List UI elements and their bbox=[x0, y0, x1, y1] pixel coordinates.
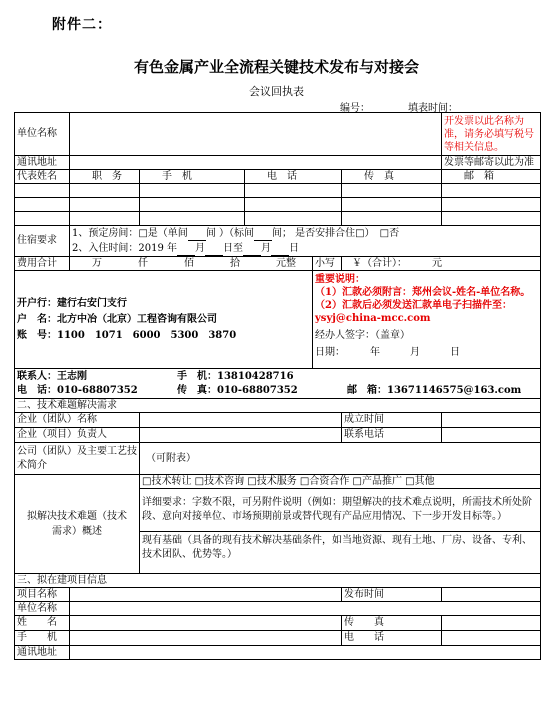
fee-small-field[interactable]: ￥（合计）： 元 bbox=[342, 257, 541, 271]
address-field[interactable] bbox=[70, 156, 442, 170]
cooperation-options[interactable]: □技术转让 □技术咨询 □技术服务 □合资合作 □产品推广 □其他 bbox=[140, 475, 541, 489]
handler-signature[interactable]: 经办人签字：（盖章） bbox=[315, 330, 410, 341]
fee-total-label: 费用合计 bbox=[15, 257, 70, 271]
project-phone-field[interactable] bbox=[442, 631, 541, 646]
notice-remark: （1）汇款必须附言：郑州会议-姓名-单位名称。 bbox=[315, 287, 531, 298]
contact-info bbox=[15, 369, 541, 399]
org-name-label: 单位名称 bbox=[15, 113, 70, 156]
bank-info bbox=[15, 271, 313, 369]
contact-mobile: 手 机：13810428716 bbox=[177, 370, 294, 382]
established-field[interactable] bbox=[442, 413, 541, 428]
project-fax-label: 传 真 bbox=[342, 616, 442, 631]
project-name-field[interactable] bbox=[70, 588, 342, 602]
day-to-label: 日至 bbox=[223, 243, 243, 254]
lodging-label: 住宿要求 bbox=[15, 226, 70, 257]
fee-unit-bai: 佰 bbox=[184, 257, 194, 269]
month-label: 月 bbox=[195, 243, 205, 254]
lodging-standard-text: 间 ）（标间 bbox=[205, 228, 254, 239]
section-3-heading: 三、拟在建项目信息 bbox=[15, 574, 541, 588]
rep-row[interactable] bbox=[15, 184, 541, 198]
products-field[interactable] bbox=[140, 443, 541, 475]
contact-fax: 传 真：010-68807352 bbox=[177, 384, 298, 396]
rep-mobile-header: 手 机 bbox=[140, 170, 245, 184]
fee-unit-shi: 拾 bbox=[230, 257, 240, 269]
number-label: 编号： bbox=[340, 103, 370, 114]
contact-phone-field[interactable] bbox=[442, 428, 541, 443]
enterprise-name-field[interactable] bbox=[140, 413, 342, 428]
publish-time-label: 发布时间 bbox=[342, 588, 442, 602]
existing-basis[interactable]: 现有基础（具备的现有技术解决基础条件，如当地资源、现有土地、厂房、设备、专利、技术团队、优势等。） bbox=[140, 532, 541, 574]
rep-phone-header: 电 话 bbox=[245, 170, 342, 184]
project-mobile-label: 手 机 bbox=[15, 631, 70, 646]
sign-date[interactable]: 日期： 年 月 日 bbox=[315, 347, 460, 358]
publish-time-field[interactable] bbox=[442, 588, 541, 602]
rep-name-header: 代表姓名 bbox=[15, 170, 70, 184]
invoice-note: 开发票以此名称为准，请务必填写税号等相关信息。 bbox=[442, 113, 541, 156]
unit-name-label: 单位名称 bbox=[15, 602, 70, 616]
contact-phone: 电 话：010-68807352 bbox=[17, 384, 138, 396]
leader-field[interactable] bbox=[140, 428, 342, 443]
fill-date-label: 填表时间： bbox=[408, 103, 458, 114]
project-address-label: 通讯地址 bbox=[15, 646, 70, 660]
leader-label: 企业（项目）负责人 bbox=[15, 428, 140, 443]
payment-notice bbox=[313, 271, 541, 369]
products-label: 公司（团队）及主要工艺技术简介 bbox=[15, 443, 140, 475]
attachment-label: 附件二： bbox=[52, 17, 112, 33]
rep-row[interactable] bbox=[15, 198, 541, 212]
bank-name: 开户行：建行右安门支行 bbox=[17, 297, 127, 309]
unit-name-field[interactable] bbox=[70, 602, 541, 616]
fee-unit-wan: 万 bbox=[92, 257, 102, 269]
fee-small-label: 小写 bbox=[313, 257, 342, 271]
project-phone-label: 电 话 bbox=[342, 631, 442, 646]
rep-email-header: 邮 箱 bbox=[442, 170, 541, 184]
month-label: 月 bbox=[261, 243, 271, 254]
contact-phone-label: 联系电话 bbox=[342, 428, 442, 443]
section-2-heading: 二、技术难题解决需求 bbox=[15, 399, 541, 413]
reply-form-table bbox=[14, 112, 541, 660]
notice-title: 重要说明： bbox=[315, 274, 365, 285]
fee-unit-yuan: 元整 bbox=[276, 257, 296, 269]
fee-uppercase-field[interactable] bbox=[70, 257, 313, 271]
established-label: 成立时间 bbox=[342, 413, 442, 428]
detail-requirements[interactable]: 详细要求：字数不限，可另附件说明（例如：期望解决的技术难点说明，所需技术所处阶段、意向对接单位、市场预期前景或替代现有产品应用情况、下一步开发目标等。） bbox=[140, 489, 541, 532]
problem-label: 拟解决技术难题（技术需求）概述 bbox=[15, 475, 140, 574]
lodging-share-text: 间； 是否安排合住□） □否 bbox=[272, 228, 400, 239]
lodging-room-text: 1、预定房间：□是（单间 bbox=[72, 228, 188, 239]
project-mobile-field[interactable] bbox=[70, 631, 342, 646]
checkin-text: 2、入住时间：2019 年 bbox=[72, 243, 177, 254]
person-name-field[interactable] bbox=[70, 616, 342, 631]
rep-fax-header: 传 真 bbox=[342, 170, 442, 184]
project-address-field[interactable] bbox=[70, 646, 541, 660]
person-name-label: 姓 名 bbox=[15, 616, 70, 631]
reps-header-row bbox=[15, 170, 541, 184]
rep-row[interactable] bbox=[15, 212, 541, 226]
form-subtitle: 会议回执表 bbox=[249, 85, 304, 98]
page-title: 有色金属产业全流程关键技术发布与对接会 bbox=[133, 58, 419, 76]
account-holder: 户 名：北方中冶（北京）工程咨询有限公司 bbox=[17, 313, 217, 325]
account-number: 账 号：1100 1071 6000 5300 3870 bbox=[17, 329, 237, 341]
project-name-label: 项目名称 bbox=[15, 588, 70, 602]
fee-unit-qian: 仟 bbox=[138, 257, 148, 269]
project-fax-field[interactable] bbox=[442, 616, 541, 631]
day-label: 日 bbox=[289, 243, 299, 254]
lodging-details[interactable] bbox=[70, 226, 541, 257]
rep-title-header: 职 务 bbox=[70, 170, 140, 184]
org-name-field[interactable] bbox=[70, 113, 442, 156]
notice-email: ysyj@china-mcc.com bbox=[315, 313, 431, 324]
attach-note: （可附表） bbox=[146, 452, 196, 464]
mail-note: 发票等邮寄以此为准 bbox=[442, 156, 541, 170]
contact-email: 邮 箱：13671146575@163.com bbox=[347, 384, 522, 396]
notice-scan: （2）汇款后必须发送汇款单电子扫描件至： bbox=[315, 300, 512, 311]
address-label: 通讯地址 bbox=[15, 156, 70, 170]
enterprise-name-label: 企业（团队）名称 bbox=[15, 413, 140, 428]
contact-person: 联系人：王志刚 bbox=[17, 370, 87, 382]
